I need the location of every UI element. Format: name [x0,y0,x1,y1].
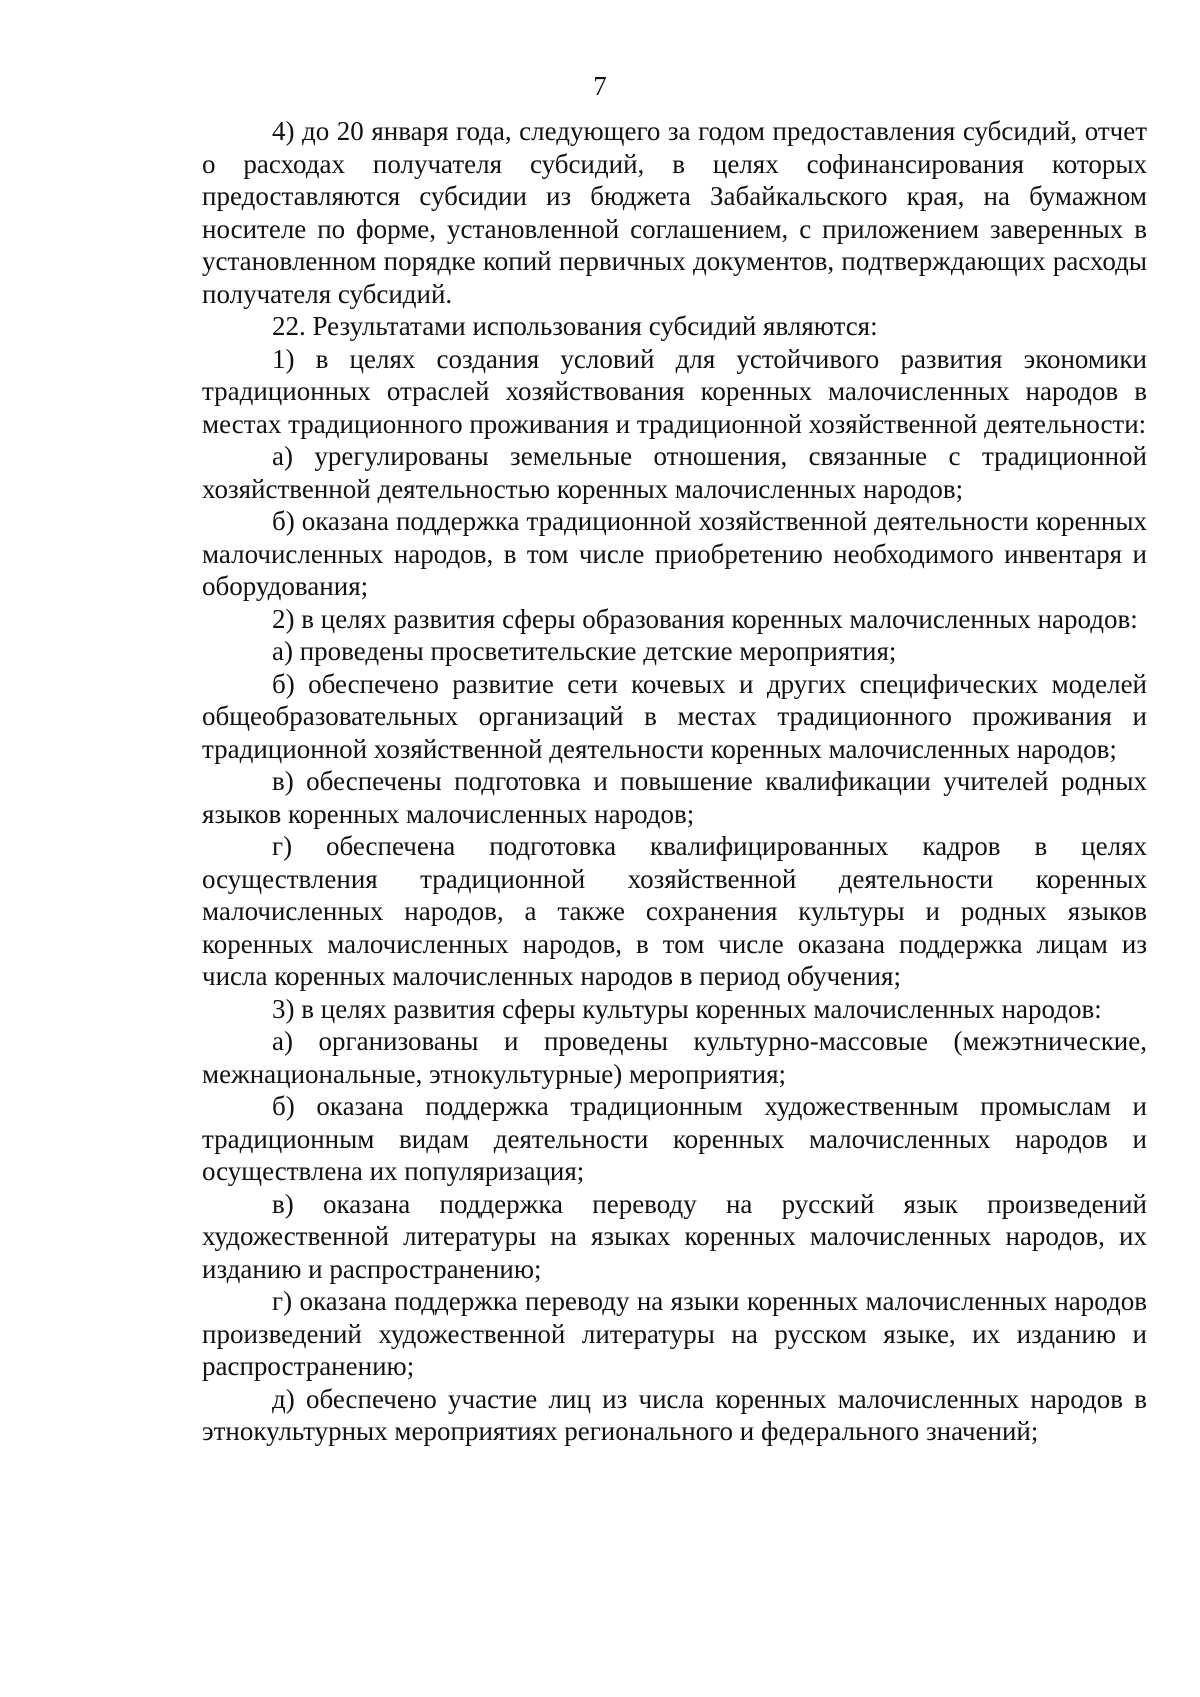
paragraph-result-1-economy: 1) в целях создания условий для устойчивого развития экономики традиционных отраслей хозяйствования коренных малочисленных народов в местах традиционного проживания и традиционной хозяйственной деятельности: [202,343,1147,439]
paragraph-result-3v: в) оказана поддержка переводу на русский язык произведений художественной литературы на языках коренных малочисленных народов, их изданию и распространению; [202,1188,1147,1284]
paragraph-result-2-education: 2) в целях развития сферы образования коренных малочисленных народов: [272,603,1138,634]
paragraph-result-3b: б) оказана поддержка традиционным художественным промыслам и традиционным видам деятельности коренных малочисленных народов и осуществлена их популяризация; [202,1091,1147,1186]
paragraph-section-22-heading: 22. Результатами использования субсидий являются: [272,311,878,341]
paragraph-result-2b: б) обеспечено развитие сети кочевых и других специфических моделей общеобразовательных организаций в местах традиционного проживания и традиционной хозяйственной деятельности коренных малочисленных народов; [202,668,1147,764]
document-body [202,115,1147,1448]
paragraph-result-3a: а) организованы и проведены культурно-массовые (межэтнические, межнациональные, этнокультурные) мероприятия; [202,1026,1147,1089]
paragraph-result-2v: в) обеспечены подготовка и повышение квалификации учителей родных языков коренных малочисленных народов; [202,766,1147,829]
paragraph-result-3g: г) оказана поддержка переводу на языки коренных малочисленных народов произведений художественной литературы на русском языке, их изданию и распространению; [202,1286,1147,1381]
paragraph-result-1a: а) урегулированы земельные отношения, связанные с традиционной хозяйственной деятельностью коренных малочисленных народов; [202,441,1147,504]
paragraph-result-2g: г) обеспечена подготовка квалифицированных кадров в целях осуществления традиционной хозяйственной деятельности коренных малочисленных народов, а также сохранения культуры и родных языков коренных малочисленных народов, в том числе оказана поддержка лицам из числа коренных малочисленных народов в период обучения; [202,831,1147,991]
page-number: 7 [593,71,607,101]
paragraph-result-3-culture: 3) в целях развития сферы культуры коренных малочисленных народов: [272,993,1102,1024]
paragraph-item-4-reporting: 4) до 20 января года, следующего за годом предоставления субсидий, отчет о расходах получателя субсидий, в целях софинансирования которых предоставляются субсидии из бюджета Забайкальского края, на бумажном носителе по форме, установленной соглашением, с приложением заверенных в установленном порядке копий первичных документов, подтверждающих расходы получателя субсидий. [202,116,1147,309]
paragraph-result-1b: б) оказана поддержка традиционной хозяйственной деятельности коренных малочисленных народов, в том числе приобретению необходимого инвентаря и оборудования; [202,506,1147,601]
paragraph-result-3d: д) обеспечено участие лиц из числа коренных малочисленных народов в этнокультурных мероприятиях регионального и федерального значений; [202,1383,1147,1446]
paragraph-result-2a: а) проведены просветительские детские мероприятия; [272,636,897,666]
